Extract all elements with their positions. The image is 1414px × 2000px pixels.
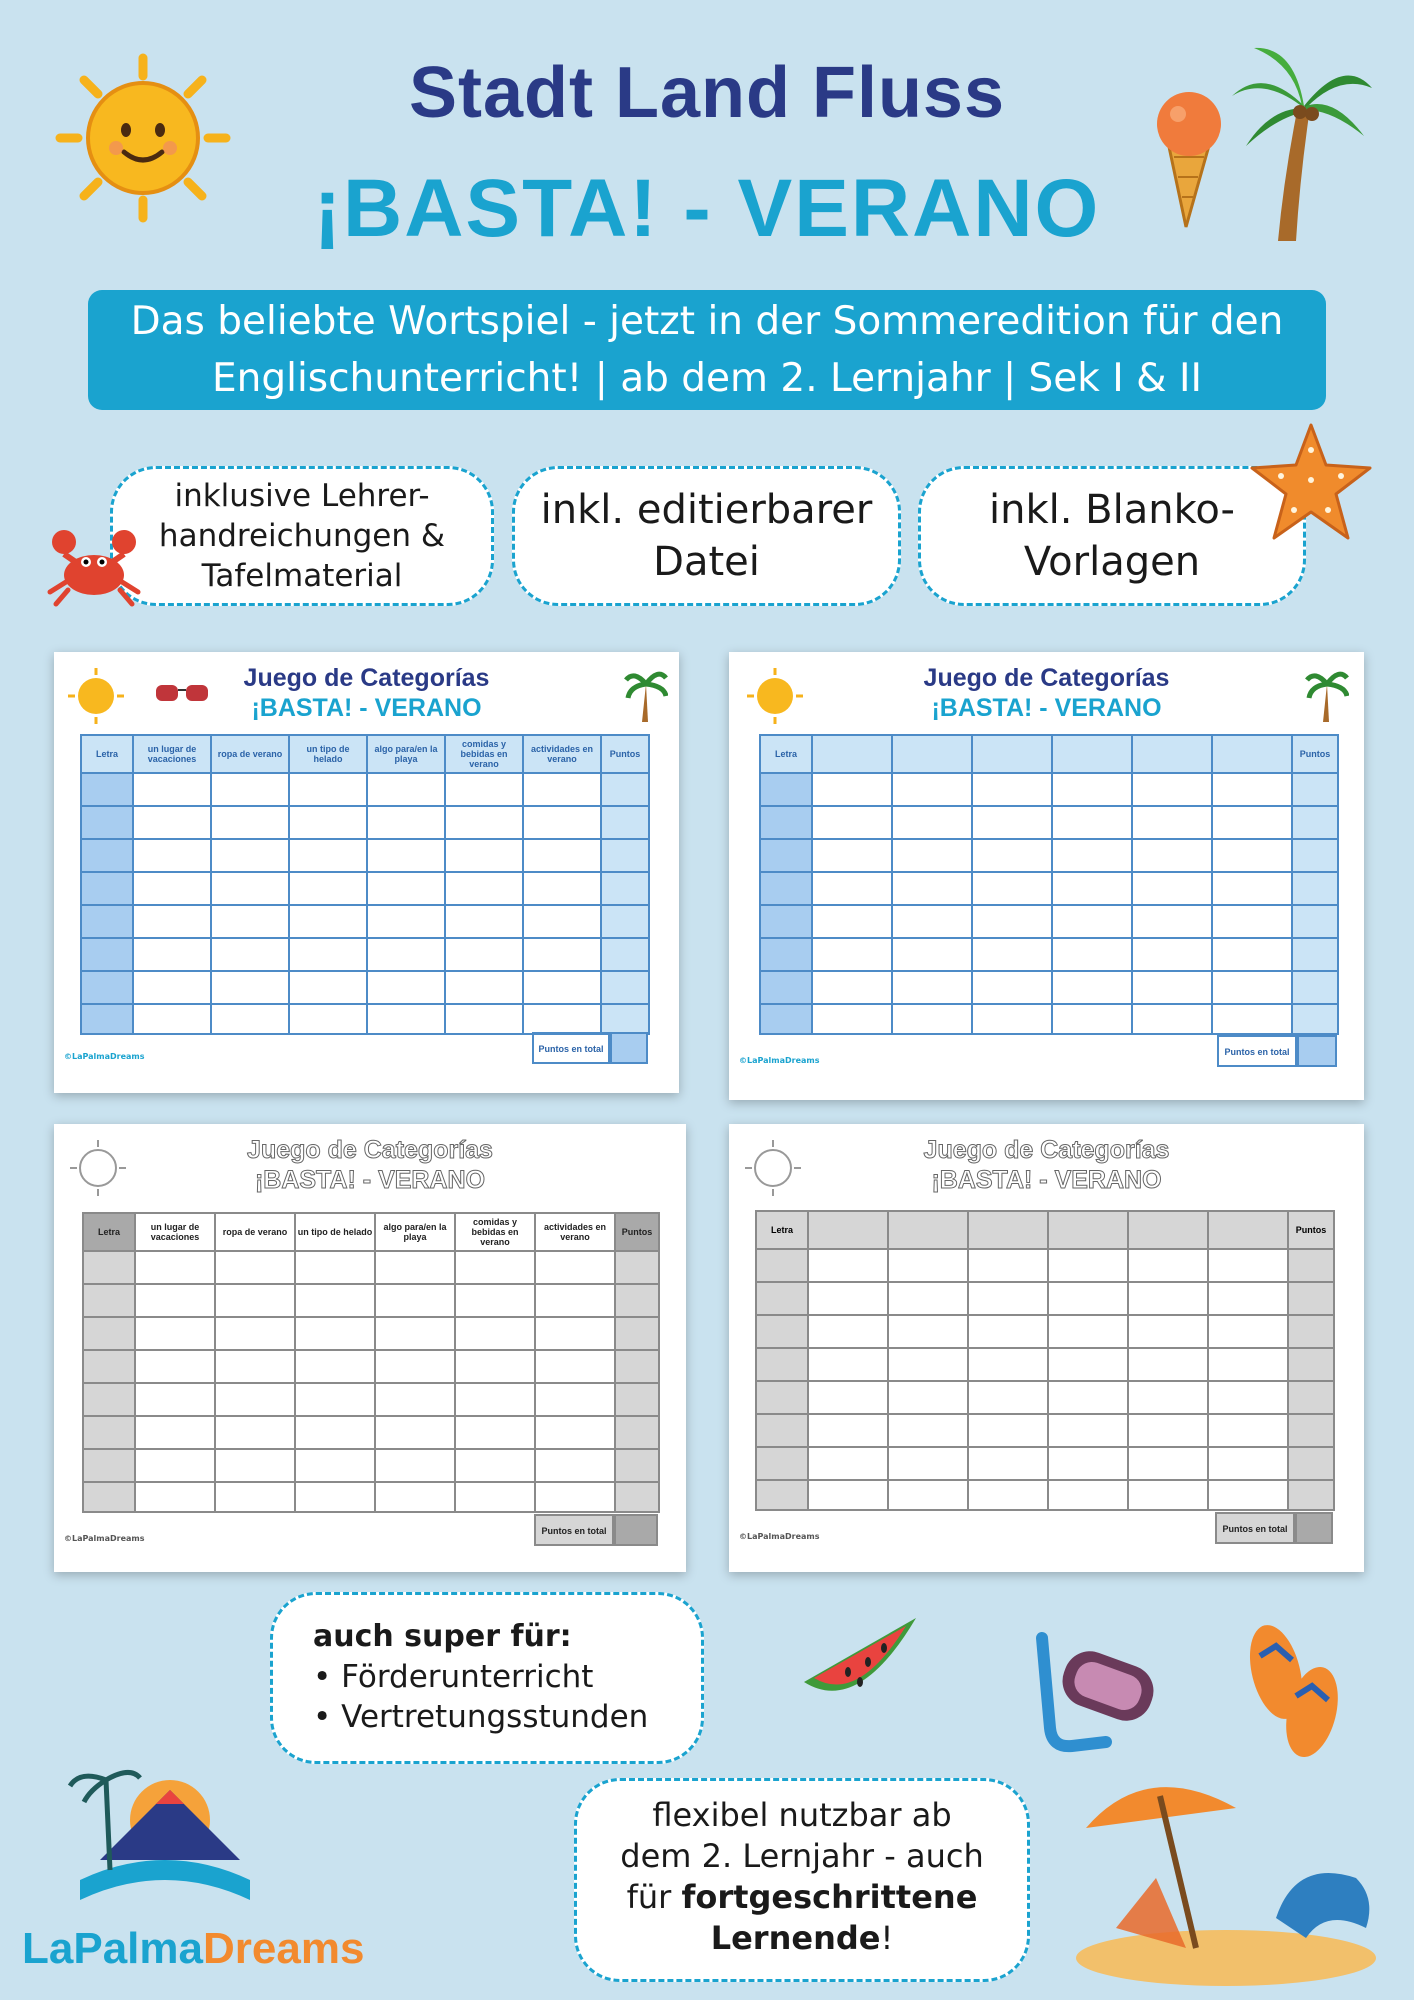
brand-part-1: LaPalma: [22, 1924, 203, 1973]
total-cell: [610, 1032, 648, 1064]
worksheet-title: Juego de Categorías: [923, 664, 1170, 692]
worksheet-subtitle: ¡BASTA! - VERANO: [251, 694, 482, 722]
worksheet-preview-color-blank: [729, 652, 1364, 1100]
feature-line: inkl. Blanko-: [989, 487, 1235, 533]
brand-part-2: Dreams: [202, 1924, 365, 1973]
table-row: [760, 905, 1338, 938]
copyright: ©LaPalmaDreams: [739, 1056, 820, 1065]
total-cell: [1297, 1035, 1337, 1067]
total-cell: [1295, 1512, 1333, 1544]
feature-editable-file: [512, 466, 901, 606]
worksheet-title: Juego de Categorías: [247, 1136, 493, 1164]
header-category: un tipo de helado: [289, 735, 367, 773]
palm-tree-icon: [1305, 664, 1349, 724]
table-row: [81, 1004, 649, 1034]
flex-line-2: dem 2. Lernjahr - auch: [620, 1837, 984, 1875]
table-row: [756, 1249, 1334, 1282]
table-row: [81, 971, 649, 1004]
watermelon-icon: [798, 1612, 922, 1712]
header-category: ropa de verano: [211, 735, 289, 773]
lapalma-dreams-logo: [40, 1740, 290, 1920]
worksheet-table: [759, 734, 1339, 1035]
worksheet-preview-grey-blank: [729, 1124, 1364, 1572]
feature-line: Tafelmaterial: [201, 558, 403, 594]
banner-line-2: Englischunterricht! | ab dem 2. Lernjahr | Sek I & II: [212, 356, 1202, 401]
header-category: algo para/en la playa: [367, 735, 445, 773]
feature-line: inklusive Lehrer-: [174, 478, 430, 514]
table-row: [81, 905, 649, 938]
worksheet-preview-color: [54, 652, 679, 1093]
table-row: [760, 773, 1338, 806]
flip-flops-icon: [1238, 1616, 1350, 1762]
banner-line-1: Das beliebte Wortspiel - jetzt in der Sommeredition für den: [130, 299, 1284, 344]
table-row: [83, 1383, 659, 1416]
total-label: Puntos en total: [1217, 1035, 1297, 1067]
sun-icon: [745, 666, 805, 726]
table-row: [760, 938, 1338, 971]
list-item: • Vertretungsstunden: [313, 1699, 649, 1735]
table-row: [81, 938, 649, 971]
description-banner: [88, 290, 1326, 410]
total-cell: [614, 1514, 658, 1546]
copyright: ©LaPalmaDreams: [739, 1532, 820, 1541]
feature-line: inkl. editierbarer: [540, 487, 873, 533]
table-row: [83, 1317, 659, 1350]
header-letra: Letra: [83, 1213, 135, 1251]
table-row: [81, 839, 649, 872]
worksheet-table: [80, 734, 650, 1035]
table-row: [756, 1282, 1334, 1315]
flex-line-4-bold: Lernende: [710, 1919, 881, 1957]
table-row: [83, 1284, 659, 1317]
total-label: Puntos en total: [532, 1032, 610, 1064]
crab-icon: [44, 520, 144, 610]
flex-line-3-bold: fortgeschrittene: [681, 1878, 978, 1916]
header-puntos: Puntos: [1292, 735, 1338, 773]
snorkel-icon: [1022, 1628, 1162, 1758]
table-row: [756, 1381, 1334, 1414]
table-row: [756, 1315, 1334, 1348]
table-row: [756, 1447, 1334, 1480]
header-puntos: Puntos: [615, 1213, 659, 1251]
sun-icon: [743, 1138, 803, 1198]
header-category: un lugar de vacaciones: [135, 1213, 215, 1251]
table-row: [760, 839, 1338, 872]
table-row: [83, 1251, 659, 1284]
header-category: un tipo de helado: [295, 1213, 375, 1251]
header-category: comidas y bebidas en verano: [455, 1213, 535, 1251]
sun-icon: [68, 1138, 128, 1198]
header-category: actividades en verano: [535, 1213, 615, 1251]
list-item-label: Förderunterricht: [341, 1659, 594, 1695]
header-category: ropa de verano: [215, 1213, 295, 1251]
table-row: [756, 1480, 1334, 1510]
header-category: actividades en verano: [523, 735, 601, 773]
header-puntos: Puntos: [1288, 1211, 1334, 1249]
use-cases-box: [270, 1592, 704, 1764]
header-category: algo para/en la playa: [375, 1213, 455, 1251]
flex-line-1: flexibel nutzbar ab: [652, 1796, 952, 1834]
flex-line-3-pre: für: [626, 1878, 682, 1916]
total-label: Puntos en total: [1215, 1512, 1295, 1544]
header-letra: Letra: [756, 1211, 808, 1249]
worksheet-subtitle: ¡BASTA! - VERANO: [931, 694, 1162, 722]
beach-chair-umbrella-icon: [1076, 1768, 1376, 1986]
worksheet-preview-grey: [54, 1124, 686, 1572]
worksheet-subtitle: ¡BASTA! - VERANO: [254, 1166, 486, 1194]
flex-line-4-post: !: [880, 1919, 894, 1957]
worksheet-table: [755, 1210, 1335, 1511]
worksheet-title: Juego de Categorías: [243, 664, 490, 692]
table-row: [760, 1004, 1338, 1034]
table-row: [83, 1449, 659, 1482]
page-title: Stadt Land Fluss: [408, 53, 1006, 133]
table-row: [760, 872, 1338, 905]
use-cases-heading: auch super für:: [313, 1619, 572, 1654]
flexible-use-box: [574, 1778, 1030, 1982]
table-row: [760, 971, 1338, 1004]
table-row: [81, 773, 649, 806]
copyright: ©LaPalmaDreams: [64, 1052, 145, 1061]
feature-line: handreichungen &: [158, 518, 446, 554]
sun-icon: [66, 666, 126, 726]
table-row: [81, 872, 649, 905]
table-row: [760, 806, 1338, 839]
table-row: [83, 1350, 659, 1383]
feature-teacher-materials: [110, 466, 494, 606]
palm-tree-icon: [624, 664, 668, 724]
header-puntos: Puntos: [601, 735, 649, 773]
list-item: • Förderunterricht: [313, 1659, 594, 1695]
table-row: [81, 806, 649, 839]
total-label: Puntos en total: [534, 1514, 614, 1546]
header-category: un lugar de vacaciones: [133, 735, 211, 773]
brand-name: [22, 1924, 364, 1974]
table-row: [83, 1416, 659, 1449]
worksheet-title: Juego de Categorías: [923, 1136, 1170, 1164]
feature-line: Datei: [653, 539, 760, 585]
table-row: [83, 1482, 659, 1512]
copyright: ©LaPalmaDreams: [64, 1534, 145, 1543]
feature-line: Vorlagen: [1023, 539, 1201, 585]
header-category: comidas y bebidas en verano: [445, 735, 523, 773]
header-letra: Letra: [81, 735, 133, 773]
worksheet-subtitle: ¡BASTA! - VERANO: [931, 1166, 1162, 1194]
header-letra: Letra: [760, 735, 812, 773]
sunglasses-icon: [154, 682, 210, 704]
list-item-label: Vertretungsstunden: [341, 1699, 649, 1735]
starfish-icon: [1246, 420, 1376, 545]
table-row: [756, 1414, 1334, 1447]
page-subtitle: ¡BASTA! - VERANO: [313, 163, 1101, 254]
worksheet-table: [82, 1212, 660, 1513]
table-row: [756, 1348, 1334, 1381]
